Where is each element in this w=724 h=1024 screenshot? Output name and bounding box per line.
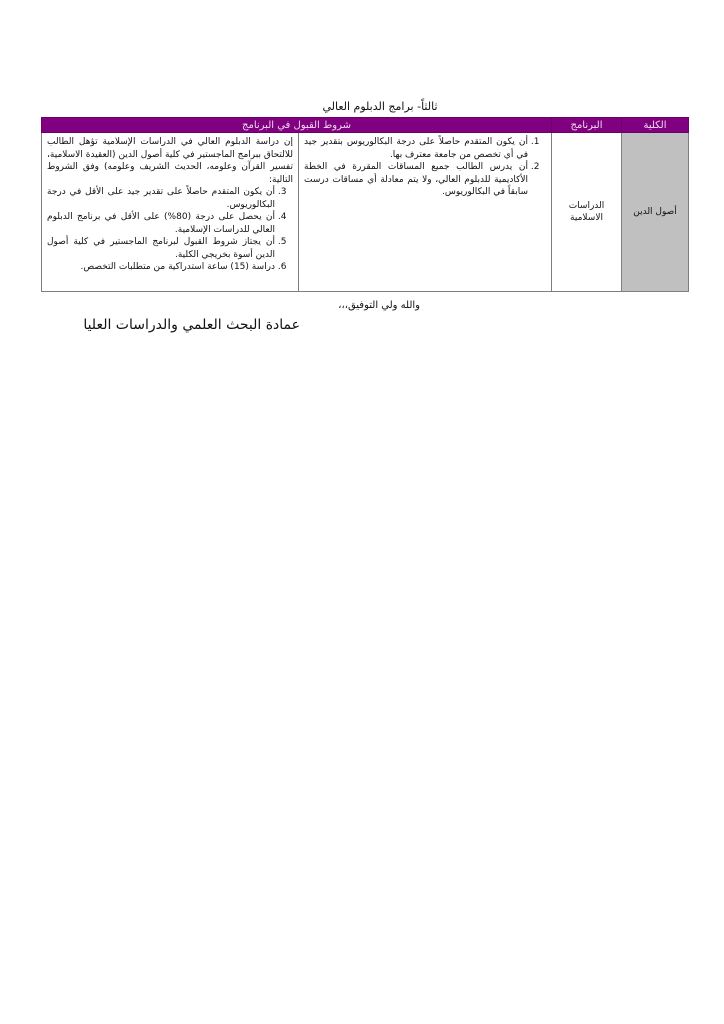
condition-item: 3. أن يكون المتقدم حاصلاً على تقدير جيد على الأقل في درجة البكالوريوس. — [47, 186, 275, 211]
header-program: البرنامج — [552, 118, 622, 133]
conditions-intro: إن دراسة الدبلوم العالي في الدراسات الإسلامية تؤهل الطالب للالتحاق ببرامج الماجستير في كلية أصول الدين (العقيدة الاسلامية، تفسير القرآن وعلومه، الحديث الشريف وعلومه) وفق الشروط التالية: — [47, 137, 293, 185]
condition-item: 6. دراسة (15) ساعة استدراكية من متطلبات التخصص. — [47, 261, 275, 274]
condition-item: 5. أن يجتاز شروط القبول لبرنامج الماجستير في كلية أصول الدين أسوة بخريجي الكلية. — [47, 236, 275, 261]
closing-text: والله ولي التوفيق،،، — [338, 300, 420, 311]
condition-item: 1. أن يكون المتقدم حاصلاً على درجة البكالوريوس بتقدير جيد في أي تخصص من جامعة معترف بها. — [304, 136, 528, 161]
cell-conditions-part2 — [42, 133, 299, 292]
condition-item: 2. أن يدرس الطالب جميع المساقات المقررة في الخطة الأكاديمية للدبلوم العالي، ولا يتم معادلة أي مساقات درست سابقاً في البكالوريوس. — [304, 161, 528, 199]
cell-college: أصول الدين — [622, 133, 689, 292]
cell-conditions-part1 — [299, 133, 552, 292]
cell-program: الدراسات الاسلامية — [552, 133, 622, 292]
condition-item: 4. أن يحصل على درجة (80%) على الأقل في برنامج الدبلوم العالي للدراسات الإسلامية. — [47, 211, 275, 236]
table-header-row — [42, 118, 689, 133]
signature: عمادة البحث العلمي والدراسات العليا — [83, 317, 300, 333]
admission-conditions-table — [41, 117, 689, 292]
header-conditions: شروط القبول في البرنامج — [42, 118, 552, 133]
section-title: ثالثاً- برامج الدبلوم العالي — [322, 100, 438, 113]
table-row — [42, 133, 689, 292]
header-college: الكلية — [622, 118, 689, 133]
